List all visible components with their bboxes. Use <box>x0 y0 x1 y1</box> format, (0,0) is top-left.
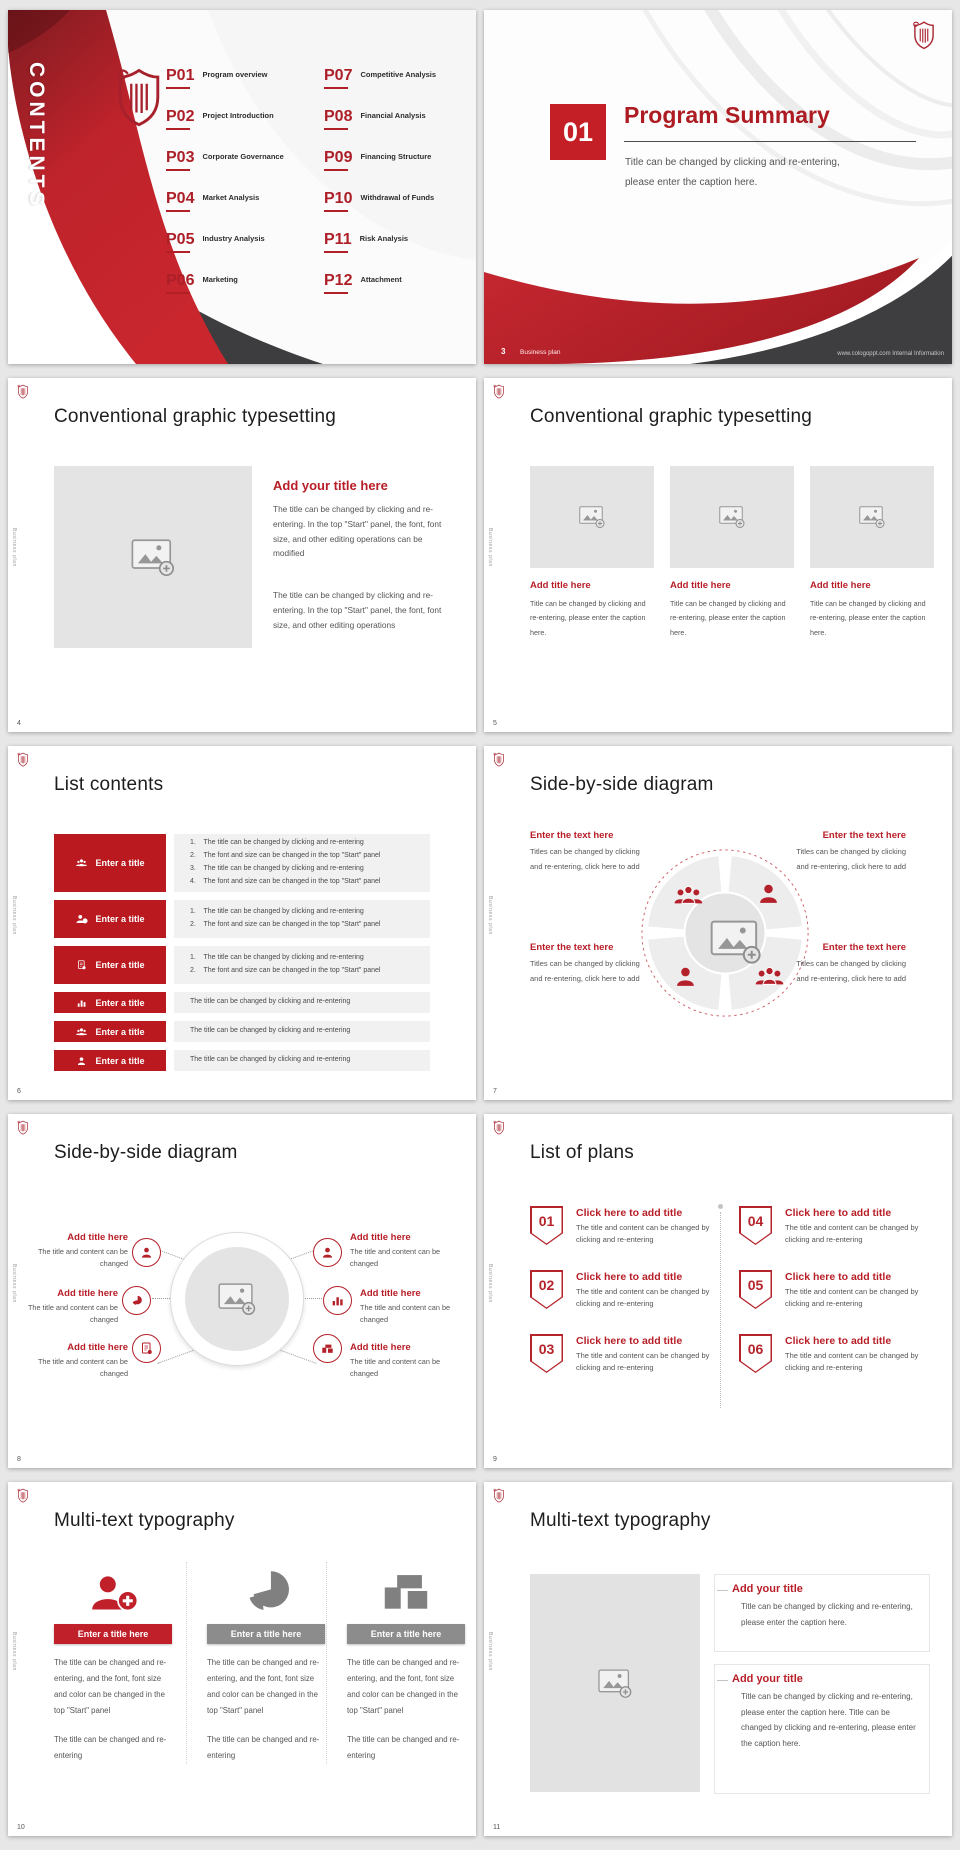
column-title-banner[interactable]: Enter a title here <box>207 1624 325 1644</box>
box-body: Title can be changed by clicking and re-entering, please enter the caption here. <box>741 1602 913 1627</box>
contents-item[interactable] <box>324 191 436 217</box>
block-body: The title and content can be changed <box>37 1357 128 1379</box>
column-paragraph: The title can be changed and re-entering <box>347 1734 460 1760</box>
plan-item[interactable] <box>739 1270 933 1309</box>
item-number: P12 <box>324 272 353 289</box>
item-number: P07 <box>324 67 353 84</box>
block-heading: Add title here <box>67 1232 128 1243</box>
caption-box[interactable] <box>714 1574 930 1652</box>
list-line: 1. The title can be changed by clicking and re-entering <box>190 908 364 916</box>
block-heading: Enter the text here <box>822 830 906 841</box>
item-body: The title and content can be changed by clicking and re-entering <box>576 1287 710 1308</box>
item-underline <box>166 87 190 89</box>
block-body: Titles can be changed by clicking and re-entering, click here to add <box>796 959 906 983</box>
slide-title: Conventional graphic typesetting <box>530 406 813 427</box>
list-line: The title can be changed by clicking and re-entering <box>190 1056 351 1064</box>
plan-item[interactable] <box>739 1206 933 1245</box>
contents-vertical-title: CONTENTS <box>25 62 48 210</box>
spoke-text-block <box>28 1342 128 1381</box>
card-caption: Title can be changed by clicking and re-entering, please enter the caption here. <box>670 599 786 637</box>
user-icon <box>132 1238 161 1267</box>
item-heading: Click here to add title <box>576 1335 683 1347</box>
user-icon <box>313 1238 342 1267</box>
spoke-text-block <box>350 1232 450 1271</box>
contents-item[interactable] <box>166 191 284 217</box>
item-heading: Click here to add title <box>785 1207 892 1219</box>
list-row <box>54 900 430 938</box>
item-label: Marketing <box>202 275 238 284</box>
column-title-banner[interactable]: Enter a title here <box>54 1624 172 1644</box>
item-label: Program overview <box>202 70 268 79</box>
users-icon <box>75 1027 88 1037</box>
number-badge: 06 <box>739 1334 772 1373</box>
item-label: Market Analysis <box>202 193 260 202</box>
enter-title-button[interactable] <box>54 1021 166 1042</box>
contents-item[interactable] <box>166 109 284 135</box>
contents-item[interactable] <box>166 150 284 176</box>
slide-thumbnail-graphic-typesetting-1[interactable] <box>8 378 476 732</box>
item-underline <box>324 169 348 171</box>
enter-title-button[interactable] <box>54 900 166 938</box>
slide-thumbnail-list-of-plans[interactable] <box>484 1114 952 1468</box>
list-text-panel <box>174 992 430 1013</box>
item-underline <box>324 210 348 212</box>
image-card[interactable] <box>670 466 794 640</box>
item-number: P03 <box>166 149 195 166</box>
number-badge: 04 <box>739 1206 772 1245</box>
card-heading: Add title here <box>670 580 731 591</box>
number-badge: 05 <box>739 1270 772 1309</box>
list-row <box>54 1021 430 1042</box>
number-badge: 01 <box>530 1206 563 1245</box>
item-heading: Click here to add title <box>785 1335 892 1347</box>
item-underline <box>166 292 190 294</box>
list-row <box>54 992 430 1013</box>
block-heading: Add title here <box>350 1232 411 1243</box>
list-row <box>54 946 430 984</box>
page-number: 8 <box>17 1456 21 1463</box>
item-body: The title and content can be changed by clicking and re-entering <box>785 1287 919 1308</box>
image-placeholder <box>670 466 794 568</box>
box-heading: Add your title <box>732 1583 803 1595</box>
item-underline <box>166 128 190 130</box>
contents-column-left <box>166 68 284 299</box>
shield-logo-icon <box>17 384 29 399</box>
item-number: P08 <box>324 108 353 125</box>
image-card[interactable] <box>810 466 934 640</box>
body-paragraph: The title can be changed by clicking and re-entering. In the top "Start" panel, the font, font size, and other editing operations can be modified <box>273 504 442 559</box>
content-heading: Add your title here <box>273 478 388 493</box>
item-heading: Click here to add title <box>785 1271 892 1283</box>
body-paragraph: The title can be changed by clicking and re-entering. In the top "Start" panel, the font, font size, and other editing operations <box>273 590 442 630</box>
item-number: P04 <box>166 190 195 207</box>
image-placeholder-icon <box>218 1283 256 1315</box>
column-title-banner[interactable]: Enter a title here <box>347 1624 465 1644</box>
card-caption: Title can be changed by clicking and re-entering, please enter the caption here. <box>810 599 926 637</box>
footer-website-text: www.cologoppt.com Internal Information <box>837 351 944 357</box>
slide-title: Side-by-side diagram <box>54 1142 238 1163</box>
list-line: 4. The font and size can be changed in the top "Start" panel <box>190 877 381 885</box>
block-body: The title and content can be changed <box>360 1303 451 1325</box>
pie-chart-icon <box>122 1286 151 1315</box>
shield-logo-icon <box>912 20 936 50</box>
slide-title: Multi-text typography <box>530 1510 711 1531</box>
slide-thumbnail-multitext-image[interactable] <box>484 1482 952 1836</box>
list-text-panel <box>174 946 430 984</box>
diagram-text-block <box>530 942 652 986</box>
item-body: The title and content can be changed by clicking and re-entering <box>785 1223 919 1244</box>
slide-title: Side-by-side diagram <box>530 774 714 795</box>
slide-thumbnail-graphic-typesetting-2[interactable] <box>484 378 952 732</box>
page-number: 3 <box>501 347 506 356</box>
side-vertical-label: Business plan <box>487 1632 493 1671</box>
box-heading: Add your title <box>732 1673 803 1685</box>
slide-thumbnail-circle-diagram[interactable] <box>484 746 952 1100</box>
item-number: P11 <box>324 231 352 248</box>
side-vertical-label: Business plan <box>11 1264 17 1303</box>
button-label: Enter a title <box>95 1055 145 1066</box>
image-placeholder-icon <box>859 506 885 528</box>
block-heading: Enter the text here <box>530 830 614 841</box>
item-label: Competitive Analysis <box>360 70 437 79</box>
contents-item[interactable] <box>166 68 284 94</box>
slide-title: Conventional graphic typesetting <box>54 406 337 427</box>
item-underline <box>324 87 348 89</box>
user-icon <box>75 1056 88 1066</box>
image-placeholder <box>185 1247 289 1351</box>
number-badge: 02 <box>530 1270 563 1309</box>
side-vertical-label: Business plan <box>11 528 17 567</box>
enter-title-button[interactable] <box>54 946 166 984</box>
central-image-circle[interactable] <box>170 1232 304 1366</box>
side-vertical-label: Business plan <box>487 1264 493 1303</box>
spoke-text-block <box>360 1288 460 1327</box>
list-line: 2. The font and size can be changed in the top "Start" panel <box>190 921 381 928</box>
list-row <box>54 834 430 892</box>
users-icon <box>75 858 88 868</box>
shield-logo-icon <box>493 1120 505 1135</box>
item-heading: Click here to add title <box>576 1207 683 1219</box>
list-line: 2. The font and size can be changed in the top "Start" panel <box>190 967 381 974</box>
contents-item[interactable] <box>324 150 436 176</box>
contents-item[interactable] <box>166 273 284 299</box>
badge-icon <box>75 960 88 970</box>
item-label: Financing Structure <box>360 152 432 161</box>
user-add-icon <box>75 914 88 924</box>
side-vertical-label: Business plan <box>487 528 493 567</box>
button-label: Enter a title <box>95 914 145 924</box>
slide-thumbnail-contents[interactable] <box>8 10 476 364</box>
list-line: The title can be changed by clicking and re-entering <box>190 1027 351 1035</box>
shield-logo-icon <box>493 384 505 399</box>
slide-thumbnail-list-contents[interactable] <box>8 746 476 1100</box>
page-number: 4 <box>17 720 21 727</box>
list-text-panel <box>174 1050 430 1071</box>
side-vertical-label: Business plan <box>11 1632 17 1671</box>
plan-item[interactable] <box>530 1270 724 1309</box>
button-label: Enter a title <box>95 997 145 1008</box>
section-subtitle: Title can be changed by clicking and re-entering, please enter the caption here. <box>625 157 840 188</box>
document-icon <box>132 1334 161 1363</box>
slide-footer-label: Business plan <box>26 346 71 353</box>
slide-footer-label: Business plan <box>520 349 561 356</box>
spoke-text-block <box>350 1342 450 1381</box>
shield-logo-icon <box>114 66 164 128</box>
side-vertical-label: Business plan <box>11 896 17 935</box>
item-underline <box>324 251 348 253</box>
list-text-panel <box>174 1021 430 1042</box>
item-underline <box>166 251 190 253</box>
card-heading: Add title here <box>530 580 591 591</box>
page-number: 11 <box>493 1824 501 1831</box>
block-body: Titles can be changed by clicking and re-entering, click here to add <box>530 959 640 983</box>
building-icon <box>313 1334 342 1363</box>
shield-logo-icon <box>493 752 505 767</box>
item-underline <box>324 128 348 130</box>
item-label: Attachment <box>360 275 402 284</box>
item-underline <box>324 292 348 294</box>
image-placeholder[interactable] <box>530 1574 700 1792</box>
title-rule <box>624 141 916 142</box>
item-label: Industry Analysis <box>202 234 265 243</box>
item-number: P05 <box>166 231 195 248</box>
slide-thumbnail-section-cover[interactable] <box>484 10 952 364</box>
item-body: The title and content can be changed by clicking and re-entering <box>785 1351 919 1372</box>
block-body: The title and content can be changed <box>27 1303 118 1325</box>
section-number-badge: 01 <box>550 104 606 160</box>
list-text-panel <box>174 900 430 938</box>
item-body: The title and content can be changed by clicking and re-entering <box>576 1351 710 1372</box>
column-paragraph: The title can be changed and re-entering <box>207 1734 320 1760</box>
item-underline <box>166 169 190 171</box>
list-line: The title can be changed by clicking and re-entering <box>190 998 351 1006</box>
image-placeholder-icon <box>131 539 175 576</box>
contents-item[interactable] <box>324 232 436 258</box>
block-body: The title and content can be changed <box>350 1357 441 1379</box>
enter-title-button[interactable] <box>54 992 166 1013</box>
page-number: 5 <box>493 720 497 727</box>
item-number: P01 <box>166 67 195 84</box>
card-caption: Title can be changed by clicking and re-entering, please enter the caption here. <box>530 599 646 637</box>
block-heading: Add title here <box>350 1342 411 1353</box>
list-line: 3. The title can be changed by clicking and re-entering <box>190 865 364 872</box>
pie-chart-icon <box>207 1562 325 1614</box>
spoke-text-block <box>18 1288 118 1327</box>
diagram-text-block <box>530 830 652 874</box>
item-label: Project Introduction <box>202 111 274 120</box>
item-label: Withdrawal of Funds <box>360 193 435 202</box>
text-column <box>326 1562 465 1764</box>
block-heading: Add title here <box>67 1342 128 1353</box>
text-column <box>186 1562 325 1764</box>
shield-logo-icon <box>493 1488 505 1503</box>
image-placeholder <box>810 466 934 568</box>
block-body: The title and content can be changed <box>37 1247 128 1269</box>
caption-box[interactable] <box>714 1664 930 1794</box>
image-placeholder-icon <box>719 506 745 528</box>
column-paragraph: The title can be changed and re-entering, and the font, font size and color can be changed in the top "Start" panel <box>54 1658 167 1715</box>
column-paragraph: The title can be changed and re-entering, and the font, font size and color can be changed in the top "Start" panel <box>347 1658 460 1715</box>
enter-title-button[interactable] <box>54 834 166 892</box>
slide-title: List contents <box>54 774 164 795</box>
slide-thumbnail-hub-diagram[interactable] <box>8 1114 476 1468</box>
page-number: 7 <box>493 1088 497 1095</box>
item-number: P02 <box>166 108 195 125</box>
building-icon <box>347 1562 465 1614</box>
card-heading: Add title here <box>810 580 871 591</box>
bar-chart-icon <box>323 1286 352 1315</box>
contents-item[interactable] <box>166 232 284 258</box>
shield-logo-icon <box>17 1120 29 1135</box>
spoke-text-block <box>28 1232 128 1271</box>
image-placeholder[interactable] <box>54 466 252 648</box>
item-label: Risk Analysis <box>359 234 409 243</box>
bar-chart-icon <box>75 998 88 1008</box>
slide-title: Multi-text typography <box>54 1510 235 1531</box>
item-number: P09 <box>324 149 353 166</box>
number-badge: 03 <box>530 1334 563 1373</box>
block-body: Titles can be changed by clicking and re-entering, click here to add <box>530 847 640 871</box>
shield-logo-icon <box>17 1488 29 1503</box>
plan-item[interactable] <box>739 1334 933 1373</box>
list-line: 1. The title can be changed by clicking and re-entering <box>190 954 364 962</box>
button-label: Enter a title <box>95 960 145 970</box>
column-paragraph: The title can be changed and re-entering, and the font, font size and color can be changed in the top "Start" panel <box>207 1658 320 1715</box>
text-column <box>54 1562 172 1764</box>
block-heading: Enter the text here <box>530 942 614 953</box>
block-heading: Enter the text here <box>822 942 906 953</box>
contents-item[interactable] <box>324 273 436 299</box>
item-underline <box>166 210 190 212</box>
enter-title-button[interactable] <box>54 1050 166 1071</box>
button-label: Enter a title <box>95 858 145 868</box>
diagram-text-block <box>784 942 906 986</box>
box-body: Title can be changed by clicking and re-entering, please enter the caption here. Title can be changed by clicking and re-entering, please enter the caption here. <box>741 1692 916 1748</box>
contents-item[interactable] <box>324 68 436 94</box>
page-number: 10 <box>17 1824 25 1831</box>
slide-thumbnail-multitext-columns[interactable] <box>8 1482 476 1836</box>
image-placeholder-icon <box>579 506 605 528</box>
shield-logo-icon <box>17 752 29 767</box>
contents-column-right <box>324 68 436 299</box>
block-body: Titles can be changed by clicking and re-entering, click here to add <box>796 847 906 871</box>
column-paragraph: The title can be changed and re-entering <box>54 1734 167 1760</box>
item-number: P10 <box>324 190 353 207</box>
image-placeholder <box>530 466 654 568</box>
page-number: 9 <box>493 1456 497 1463</box>
list-text-panel <box>174 834 430 892</box>
page-number: 6 <box>17 1088 21 1095</box>
block-heading: Add title here <box>57 1288 118 1299</box>
block-heading: Add title here <box>360 1288 421 1299</box>
image-placeholder-icon <box>598 1669 632 1698</box>
item-label: Corporate Governance <box>202 152 284 161</box>
diagram-text-block <box>784 830 906 874</box>
item-body: The title and content can be changed by clicking and re-entering <box>576 1223 710 1244</box>
image-card[interactable] <box>530 466 654 640</box>
side-vertical-label: Business plan <box>487 896 493 935</box>
plan-item[interactable] <box>530 1334 724 1373</box>
item-number: P06 <box>166 272 195 289</box>
block-body: The title and content can be changed <box>350 1247 441 1269</box>
contents-item[interactable] <box>324 109 436 135</box>
list-row <box>54 1050 430 1071</box>
section-title: Program Summary <box>624 102 830 128</box>
button-label: Enter a title <box>95 1026 145 1037</box>
item-label: Financial Analysis <box>360 111 426 120</box>
list-line: 2. The font and size can be changed in the top "Start" panel <box>190 852 381 860</box>
user-add-icon <box>54 1562 172 1614</box>
plan-item[interactable] <box>530 1206 724 1245</box>
list-line: 1. The title can be changed by clicking and re-entering <box>190 839 364 847</box>
item-heading: Click here to add title <box>576 1271 683 1283</box>
slide-title: List of plans <box>530 1142 634 1163</box>
